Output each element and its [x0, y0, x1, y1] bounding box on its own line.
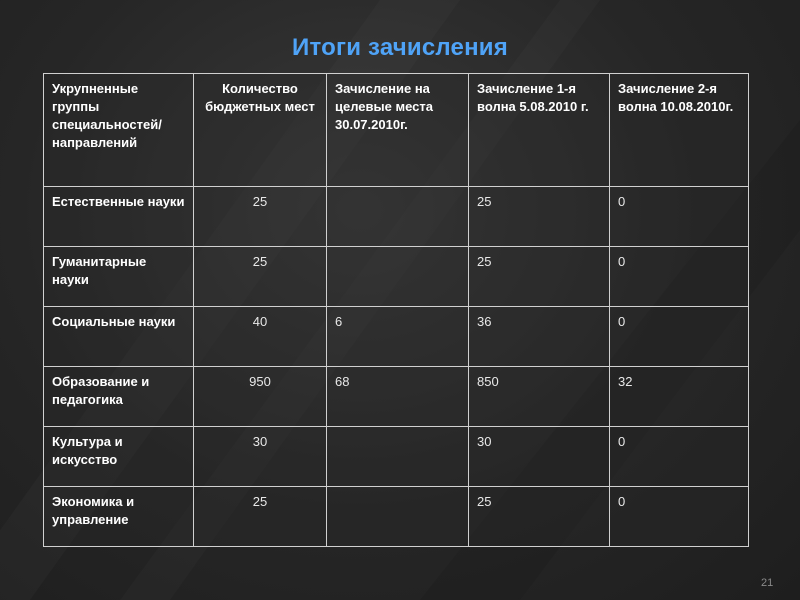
- group-cell: Естественные науки: [44, 187, 194, 247]
- group-cell: Гуманитарные науки: [44, 247, 194, 307]
- table-row: [44, 487, 749, 547]
- page-number: 21: [761, 577, 774, 589]
- table-header-row: [44, 74, 749, 187]
- wave1-cell: 25: [469, 187, 610, 247]
- wave1-cell: 25: [469, 487, 610, 547]
- enrollment-table: [43, 73, 749, 547]
- header-target-enrollment: Зачисление на целевые места 30.07.2010г.: [327, 74, 469, 187]
- wave2-cell: 0: [610, 247, 749, 307]
- target-cell: 68: [327, 367, 469, 427]
- wave1-cell: 850: [469, 367, 610, 427]
- target-cell: [327, 427, 469, 487]
- group-cell: Образование и педагогика: [44, 367, 194, 427]
- slide-title: Итоги зачисления: [292, 34, 508, 61]
- wave2-cell: 32: [610, 367, 749, 427]
- budget-cell: 950: [194, 367, 327, 427]
- header-budget-places: Количество бюджетных мест: [194, 74, 327, 187]
- table-row: [44, 187, 749, 247]
- group-cell: Социальные науки: [44, 307, 194, 367]
- budget-cell: 40: [194, 307, 327, 367]
- target-cell: [327, 187, 469, 247]
- wave2-cell: 0: [610, 307, 749, 367]
- group-cell: Экономика и управление: [44, 487, 194, 547]
- target-cell: [327, 487, 469, 547]
- wave2-cell: 0: [610, 487, 749, 547]
- target-cell: [327, 247, 469, 307]
- header-group: Укрупненные группы специальностей/ направлений: [44, 74, 194, 187]
- target-cell: 6: [327, 307, 469, 367]
- table-row: [44, 427, 749, 487]
- table-row: [44, 367, 749, 427]
- budget-cell: 25: [194, 247, 327, 307]
- header-wave-1: Зачисление 1-я волна 5.08.2010 г.: [469, 74, 610, 187]
- wave1-cell: 36: [469, 307, 610, 367]
- budget-cell: 30: [194, 427, 327, 487]
- wave1-cell: 30: [469, 427, 610, 487]
- budget-cell: 25: [194, 187, 327, 247]
- wave2-cell: 0: [610, 187, 749, 247]
- wave1-cell: 25: [469, 247, 610, 307]
- header-wave-2: Зачисление 2-я волна 10.08.2010г.: [610, 74, 749, 187]
- budget-cell: 25: [194, 487, 327, 547]
- table-row: [44, 307, 749, 367]
- table-row: [44, 247, 749, 307]
- wave2-cell: 0: [610, 427, 749, 487]
- group-cell: Культура и искусство: [44, 427, 194, 487]
